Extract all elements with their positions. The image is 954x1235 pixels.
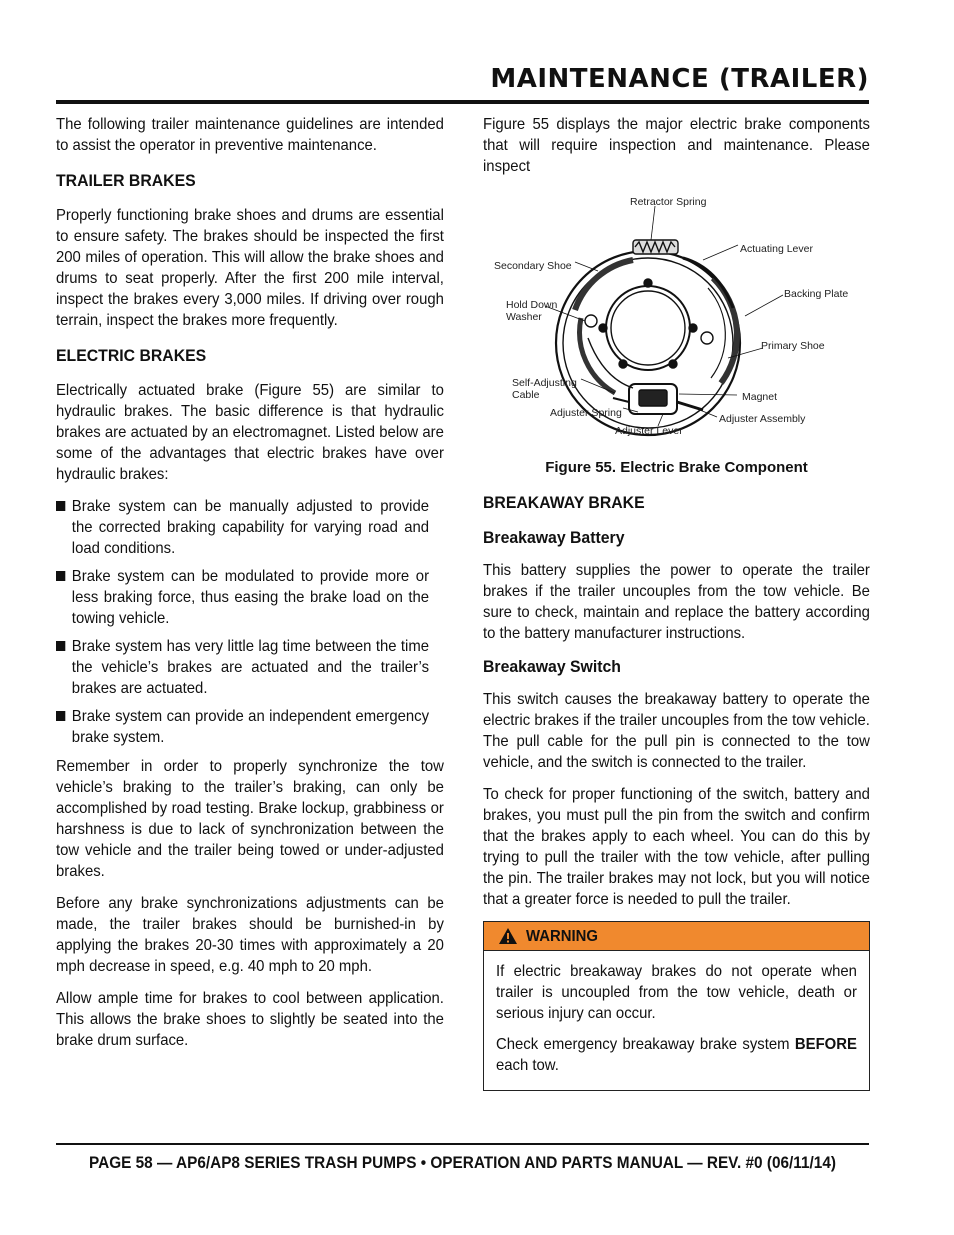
bullet-square-icon [56, 641, 65, 651]
magnet-label: Magnet [742, 391, 778, 403]
page-title: MAINTENANCE (TRAILER) [490, 64, 869, 94]
primary-shoe-label: Primary Shoe [761, 340, 825, 352]
trailer-brakes-paragraph: Properly functioning brake shoes and drums are essential to ensure safety. The brakes should be inspected the first 200 miles of operation. This will allow the brake shoes and drums to seat properly. After the first 200 mile interval, inspect the brakes every 3,000 miles. If driving over rough terrain, inspect the brakes more frequently. [56, 207, 444, 329]
warning-body [484, 951, 869, 1090]
self-adjusting-cable-label: Self-Adjusting Cable [512, 377, 577, 401]
electric-brakes-heading: ELECTRIC BRAKES [56, 346, 207, 365]
actuating-lever-label: Actuating Lever [740, 243, 813, 255]
warning-label: WARNING [526, 927, 598, 945]
adjuster-spring-label: Adjuster Spring [550, 407, 622, 419]
warning-triangle-icon [498, 927, 518, 945]
list-item: Brake system can be manually adjusted to provide the corrected braking capability for varying road and load conditions. [56, 496, 429, 559]
bullet-square-icon [56, 501, 65, 511]
electric-brakes-paragraph: Electrically actuated brake (Figure 55) are similar to hydraulic brakes. The basic difference is that hydraulic brakes are actuated by an electromagnet. Listed below are some of the advantages that electric brakes have over hydraulic brakes: [56, 382, 444, 483]
breakaway-battery-paragraph: This battery supplies the power to operate the trailer brakes if the trailer uncouples from the tow vehicle. Be sure to check, maintain and replace the battery according to the battery manufacturer instructions. [483, 562, 870, 642]
hold-down-washer-label: Hold Down Washer [506, 299, 558, 323]
list-item: Brake system can be modulated to provide more or less braking force, thus easing the brake load on the towing vehicle. [56, 566, 429, 629]
breakaway-battery-heading: Breakaway Battery [483, 528, 625, 547]
burnish-paragraph: Before any brake synchronizations adjustments can be made, the trailer brakes should be burnished-in by applying the brakes 20-30 times with approximately a 20 mph decrease in speed, e.g. 40 mph to 20 mph. [56, 895, 444, 975]
adjuster-assembly-label: Adjuster Assembly [719, 413, 806, 425]
electric-brake-figure [483, 188, 870, 453]
page-footer: PAGE 58 — AP6/AP8 SERIES TRASH PUMPS • OPERATION AND PARTS MANUAL — REV. #0 (06/11/14) [89, 1154, 836, 1172]
breakaway-switch-heading: Breakaway Switch [483, 657, 621, 676]
sync-paragraph: Remember in order to properly synchronize the tow vehicle’s braking to the trailer’s braking, can only be accomplished by road testing. Brake lockup, grabbiness or harshness is due to lack of synchronization between the tow vehicle and the trailer being towed or under-adjusted brakes. [56, 758, 444, 880]
right-column [483, 114, 870, 1091]
cooling-paragraph: Allow ample time for brakes to cool between application. This allows the brake shoes to slightly be seated into the brake drum surface. [56, 990, 444, 1049]
bullet-square-icon [56, 571, 65, 581]
breakaway-brake-heading: BREAKAWAY BRAKE [483, 493, 645, 512]
advantages-list [56, 496, 444, 748]
list-item: Brake system has very little lag time between the time the vehicle’s brakes are actuated and the trailer’s brakes are actuated. [56, 636, 429, 699]
footer-rule [56, 1143, 869, 1145]
warning-instruction: Check emergency breakaway brake system BEFORE each tow. [496, 1036, 857, 1074]
figure-caption: Figure 55. Electric Brake Component [545, 459, 808, 476]
left-column [56, 114, 444, 1062]
backing-plate-label: Backing Plate [784, 288, 849, 300]
breakaway-switch-paragraph: This switch causes the breakaway battery to operate the electric brakes if the trailer uncouples from the tow vehicle. The pull cable for the pull pin is connected to the tow vehicle, and the switch is connected to the trailer. [483, 691, 870, 771]
warning-box [483, 921, 870, 1091]
list-item: Brake system can provide an independent emergency brake system. [56, 706, 429, 748]
secondary-shoe-label: Secondary Shoe [494, 260, 572, 272]
bullet-square-icon [56, 711, 65, 721]
retractor-spring-label: Retractor Spring [630, 196, 707, 208]
trailer-brakes-heading: TRAILER BRAKES [56, 171, 196, 190]
warning-text: If electric breakaway brakes do not operate when trailer is uncoupled from the tow vehicle, death or serious injury can occur. [496, 963, 857, 1022]
figure-intro-paragraph: Figure 55 displays the major electric brake components that will require inspection and maintenance. Please inspect [483, 116, 870, 175]
intro-paragraph: The following trailer maintenance guidelines are intended to assist the operator in preventive maintenance. [56, 116, 444, 154]
warning-header [484, 922, 869, 951]
header-rule [56, 100, 869, 104]
switch-check-paragraph: To check for proper functioning of the switch, battery and brakes, you must pull the pin from the switch and confirm that the brakes apply to each wheel. You can do this by trying to pull the trailer with the tow vehicle, after pulling the pin. The trailer brakes may not lock, but you will notice that a greater force is needed to pull the trailer. [483, 786, 870, 908]
adjuster-lever-label: Adjuster Lever [615, 425, 683, 437]
